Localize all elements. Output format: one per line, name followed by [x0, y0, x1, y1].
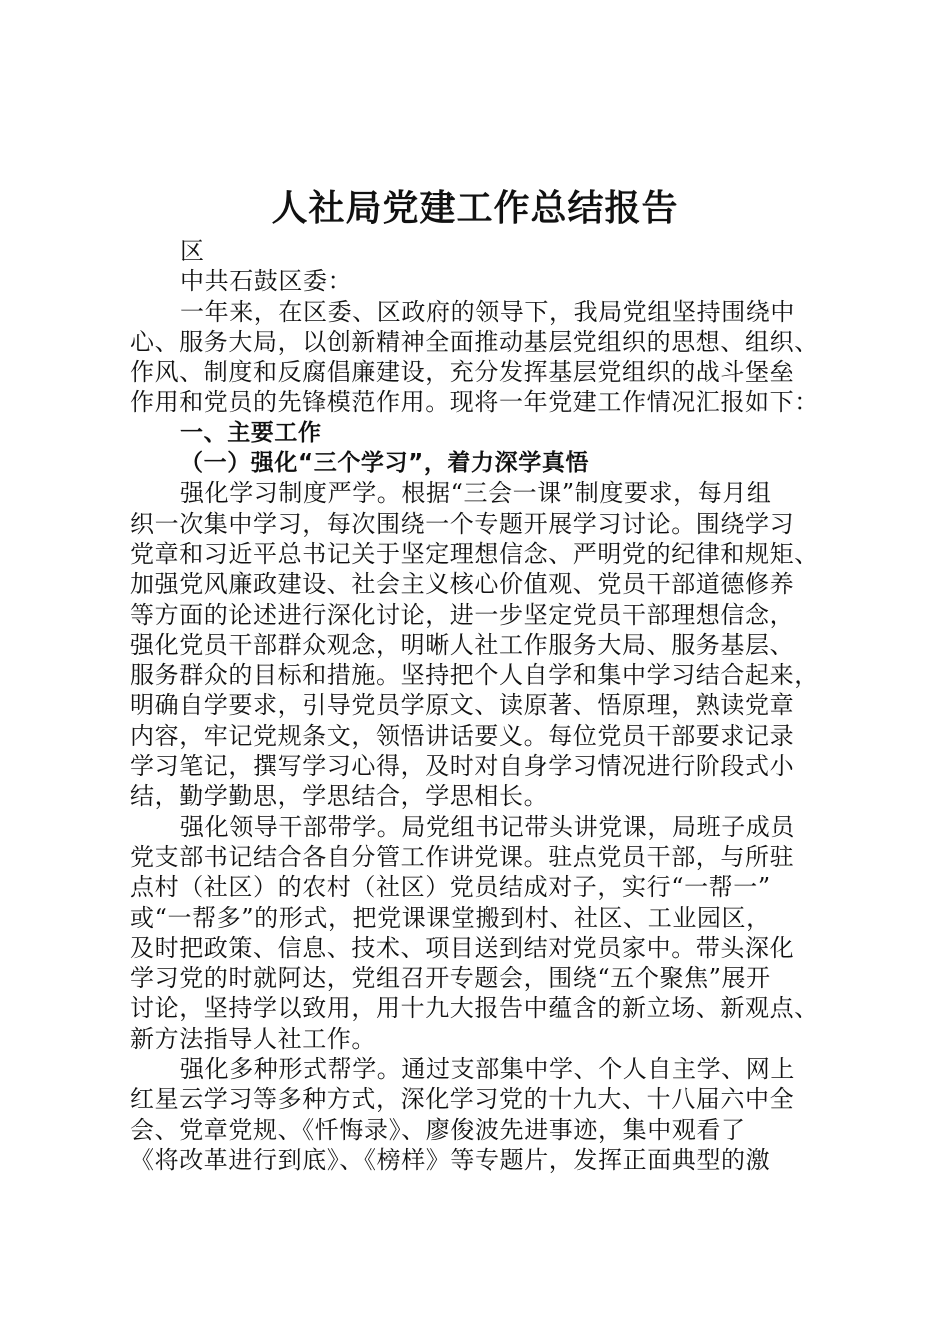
- paragraph-line: 新方法指导人社工作。: [130, 1024, 376, 1053]
- paragraph-line: 会、党章党规、《忏悔录》、廖俊波先进事迹，集中观看了: [130, 1115, 746, 1144]
- paragraph-line: 明确自学要求，引导党员学原文、读原著、悟原理，熟读党章: [130, 691, 795, 720]
- paragraph-line: 党支部书记结合各自分管工作讲党课。驻点党员干部，与所驻: [130, 842, 795, 871]
- paragraph-line: 《将改革进行到底》、《榜样》等专题片，发挥正面典型的激: [130, 1145, 771, 1174]
- paragraph-line: 强化领导干部带学。局党组书记带头讲党课，局班子成员: [180, 812, 795, 841]
- paragraph-line: 作风、制度和反腐倡廉建设，充分发挥基层党组织的战斗堡垒: [130, 358, 795, 387]
- paragraph-line: 中共石鼓区委：: [180, 267, 353, 296]
- paragraph-line: 强化党员干部群众观念，明晰人社工作服务大局、服务基层、: [130, 630, 795, 659]
- paragraph-line: 一年来，在区委、区政府的领导下，我局党组坚持围绕中: [180, 297, 795, 326]
- paragraph-line: 作用和党员的先锋模范作用。现将一年党建工作情况汇报如下：: [130, 388, 819, 417]
- paragraph-line: 讨论，坚持学以致用，用十九大报告中蕴含的新立场、新观点、: [130, 994, 819, 1023]
- paragraph-line: 等方面的论述进行深化讨论，进一步坚定党员干部理想信念，: [130, 600, 795, 629]
- paragraph-line: 点村（社区）的农村（社区）党员结成对子，实行“一帮一”: [130, 873, 771, 902]
- paragraph-line: 服务群众的目标和措施。坚持把个人自学和集中学习结合起来，: [130, 661, 819, 690]
- paragraph-line: 或“一帮多”的形式，把党课课堂搬到村、社区、工业园区，: [130, 903, 771, 932]
- section-heading: 一、主要工作: [180, 419, 322, 446]
- paragraph-line: 织一次集中学习，每次围绕一个专题开展学习讨论。围绕学习: [130, 509, 795, 538]
- paragraph-line: 及时把政策、信息、技术、项目送到结对党员家中。带头深化: [130, 933, 795, 962]
- paragraph-line: 红星云学习等多种方式，深化学习党的十九大、十八届六中全: [130, 1085, 795, 1114]
- paragraph-line: 内容，牢记党规条文，领悟讲话要义。每位党员干部要求记录: [130, 721, 795, 750]
- paragraph-line: 加强党风廉政建设、社会主义核心价值观、党员干部道德修养: [130, 570, 795, 599]
- section-heading: （一）强化“三个学习”，着力深学真悟: [180, 450, 590, 477]
- paragraph-line: 党章和习近平总书记关于坚定理想信念、严明党的纪律和规矩、: [130, 539, 819, 568]
- paragraph-line: 强化多种形式帮学。通过支部集中学、个人自主学、网上: [180, 1055, 795, 1084]
- paragraph-line: 强化学习制度严学。根据“三会一课”制度要求，每月组: [180, 479, 772, 508]
- document-title: 人社局党建工作总结报告: [271, 187, 679, 229]
- paragraph-line: 区: [180, 237, 205, 265]
- document-body: [130, 236, 850, 1175]
- paragraph-line: 结，勤学勤思，学思结合，学思相长。: [130, 782, 549, 811]
- paragraph-line: 学习党的时就阿达，党组召开专题会，围绕“五个聚焦”展开: [130, 964, 771, 993]
- paragraph-line: 学习笔记，撰写学习心得，及时对自身学习情况进行阶段式小: [130, 752, 795, 781]
- paragraph-line: 心、服务大局，以创新精神全面推动基层党组织的思想、组织、: [130, 327, 819, 356]
